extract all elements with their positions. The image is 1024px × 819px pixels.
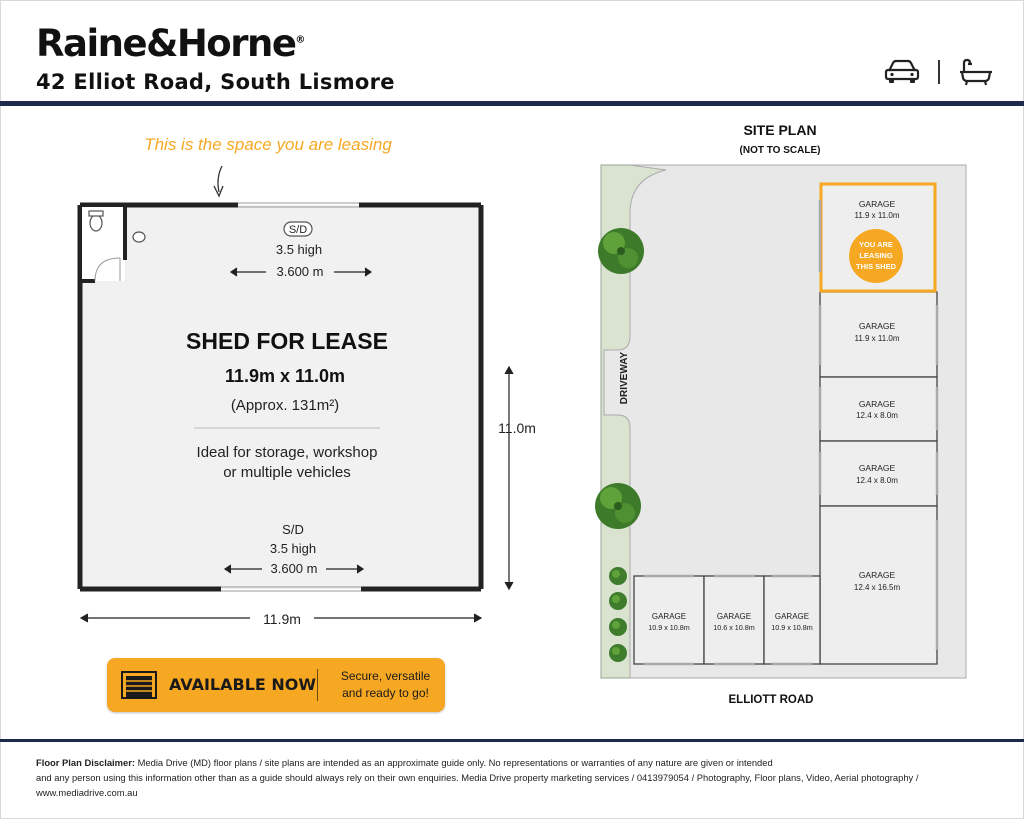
brand-logo [36,22,305,65]
badge-line-3: THIS SHED [855,262,897,271]
shed-desc-1: Ideal for storage, workshop [196,444,378,461]
icon-separator [938,60,940,84]
garage-door-icon [121,671,157,699]
garage-1-label: GARAGE [858,199,896,209]
garage-5-size: 12.4 x 16.5m [853,583,901,592]
bottom-door-height: 3.5 high [269,541,317,556]
disclaimer-line-1 [36,755,996,770]
cta-tagline-1: Secure, versatile [340,669,431,683]
garage-4-label: GARAGE [858,463,896,473]
site-plan-subtitle: (NOT TO SCALE) [739,145,821,156]
footer-rule [0,739,1024,742]
property-address: 42 Elliot Road, South Lismore [36,70,395,94]
disclaimer [36,755,996,800]
floor-plan [0,110,560,650]
shed-desc-2: or multiple vehicles [223,464,351,481]
bottom-door-tag: S/D [282,522,304,537]
garage-2-size: 11.9 x 11.0m [854,334,900,343]
garage-3-label: GARAGE [858,399,896,409]
disclaimer-heading: Floor Plan Disclaimer: [36,757,135,768]
callout-arrow [218,166,222,192]
garage-7-size: 10.6 x 10.8m [713,623,755,632]
garage-4 [820,441,937,506]
car-icon [884,59,920,85]
tree-icon [595,483,641,529]
cta-divider [317,669,318,701]
top-door-width: 3.600 m [276,264,324,279]
leasing-callout: This is the space you are leasing [144,135,392,154]
driveway-label: DRIVEWAY [619,351,630,405]
garage-6-size: 10.9 x 10.8m [648,623,690,632]
tree-icon [598,228,644,274]
toilet-icon [90,215,102,231]
badge-line-2: LEASING [859,251,893,260]
leasing-badge [849,229,903,283]
garage-5-label: GARAGE [858,570,896,580]
cta-tagline [333,668,438,702]
available-now-label: AVAILABLE NOW [169,675,317,694]
depth-dimension-label: 11.0m [498,420,536,436]
basin-icon [133,232,145,242]
garage-6-label: GARAGE [651,612,687,621]
bottom-door-width: 3.600 m [270,561,318,576]
disclaimer-line-2: and any person using this information other than as a guide should always rely on their own enquiries. Media Drive property marketing services / 0413979054 / Photography, Floor plans, Video, Aerial photography / [36,772,919,783]
top-door-height: 3.5 high [275,242,323,257]
garage-2-label: GARAGE [858,321,896,331]
brand-mark: ® [295,34,306,46]
road-label: ELLIOTT ROAD [728,694,814,706]
available-now-banner [107,658,445,712]
garage-8-label: GARAGE [774,612,810,621]
shed-size: 11.9m x 11.0m [224,366,346,386]
shed-area: (Approx. 131m²) [230,397,340,414]
header-rule [0,101,1024,106]
garage-4-size: 12.4 x 8.0m [856,476,898,485]
garage-7-label: GARAGE [716,612,752,621]
top-door-tag-text: S/D [288,224,308,236]
garage-3-size: 12.4 x 8.0m [856,411,898,420]
garage-8-size: 10.9 x 10.8m [771,623,813,632]
shed-title: SHED FOR LEASE [186,328,388,354]
disclaimer-url[interactable]: www.mediadrive.com.au [36,787,138,798]
badge-line-1: YOU ARE [859,240,893,249]
garage-3 [820,377,937,441]
site-plan-title: SITE PLAN [743,122,817,138]
cta-tagline-2: and ready to go! [342,686,429,700]
depth-dimension [505,367,513,589]
feature-icons [884,58,994,86]
disclaimer-text-1: Media Drive (MD) floor plans / site plans are intended as an approximate guide only. No representations or warranties of any nature are given or intended [137,757,773,768]
width-dimension-label: 11.9m [263,611,301,627]
site-plan [560,110,1024,710]
garage-1-size: 11.9 x 11.0m [854,211,900,220]
bath-icon [958,58,994,86]
top-door-tag [284,222,312,236]
brand-name: Raine&Horne [36,22,296,65]
